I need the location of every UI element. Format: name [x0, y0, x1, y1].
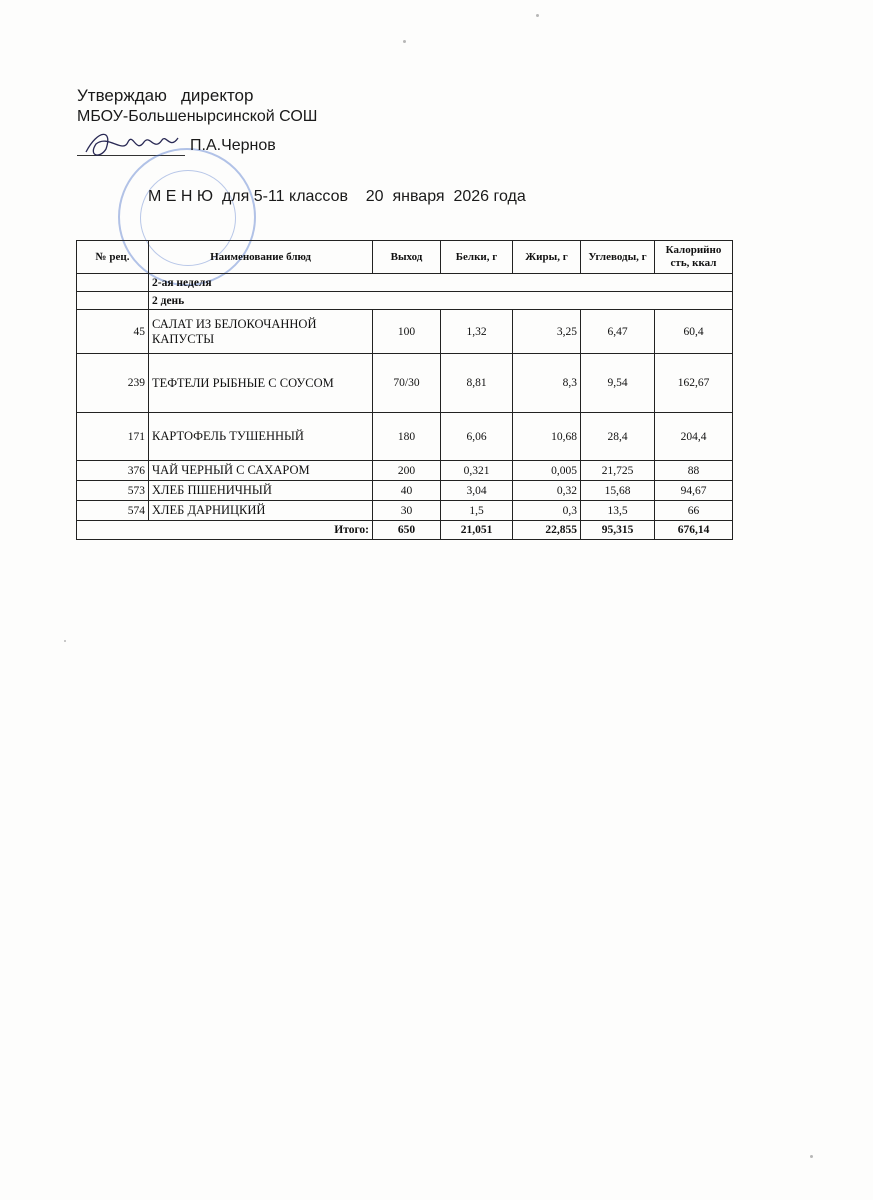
protein-cell: 1,5: [441, 501, 513, 521]
dish-name: ЧАЙ ЧЕРНЫЙ С САХАРОМ: [149, 461, 373, 481]
protein-cell: 0,321: [441, 461, 513, 481]
col-header-carbs: Углеводы, г: [581, 241, 655, 274]
dish-name: ТЕФТЕЛИ РЫБНЫЕ С СОУСОМ: [149, 354, 373, 413]
fat-cell: 0,3: [513, 501, 581, 521]
fat-cell: 0,32: [513, 481, 581, 501]
scan-speck: [536, 14, 539, 17]
protein-cell: 1,32: [441, 310, 513, 354]
carbs-cell: 15,68: [581, 481, 655, 501]
yield-cell: 180: [373, 413, 441, 461]
table-row: [77, 501, 733, 521]
yield-cell: 70/30: [373, 354, 441, 413]
recipe-number: 573: [77, 481, 149, 501]
recipe-number: 171: [77, 413, 149, 461]
week-row: [77, 274, 733, 292]
kcal-cell: 66: [655, 501, 733, 521]
table-header-row: [77, 241, 733, 274]
col-header-dish: Наименование блюд: [149, 241, 373, 274]
protein-cell: 6,06: [441, 413, 513, 461]
menu-title: М Е Н Ю для 5-11 классов 20 января 2026 года: [148, 188, 526, 205]
dish-name: САЛАТ ИЗ БЕЛОКОЧАННОЙ КАПУСТЫ: [149, 310, 373, 354]
col-header-protein: Белки, г: [441, 241, 513, 274]
yield-cell: 200: [373, 461, 441, 481]
kcal-cell: 94,67: [655, 481, 733, 501]
table-row: [77, 354, 733, 413]
carbs-cell: 13,5: [581, 501, 655, 521]
fat-cell: 8,3: [513, 354, 581, 413]
table-row: [77, 461, 733, 481]
total-kcal: 676,14: [655, 521, 733, 540]
dish-name: ХЛЕБ ДАРНИЦКИЙ: [149, 501, 373, 521]
approval-heading: Утверждаю директор: [77, 86, 254, 105]
total-fat: 22,855: [513, 521, 581, 540]
recipe-number: 239: [77, 354, 149, 413]
col-header-yield: Выход: [373, 241, 441, 274]
col-header-kcal: Калорийно сть, ккал: [655, 241, 733, 274]
fat-cell: 0,005: [513, 461, 581, 481]
yield-cell: 30: [373, 501, 441, 521]
recipe-number: 376: [77, 461, 149, 481]
recipe-number: 574: [77, 501, 149, 521]
day-row: [77, 292, 733, 310]
scan-speck: [810, 1155, 813, 1158]
total-yield: 650: [373, 521, 441, 540]
table-row: [77, 481, 733, 501]
dish-name: ХЛЕБ ПШЕНИЧНЫЙ: [149, 481, 373, 501]
kcal-cell: 162,67: [655, 354, 733, 413]
fat-cell: 10,68: [513, 413, 581, 461]
table-row: [77, 310, 733, 354]
protein-cell: 3,04: [441, 481, 513, 501]
recipe-number: 45: [77, 310, 149, 354]
yield-cell: 40: [373, 481, 441, 501]
fat-cell: 3,25: [513, 310, 581, 354]
protein-cell: 8,81: [441, 354, 513, 413]
total-protein: 21,051: [441, 521, 513, 540]
director-name: П.А.Чернов: [190, 137, 276, 154]
signature-scribble: [78, 124, 198, 164]
scan-speck: [403, 40, 406, 43]
total-label: Итого:: [77, 521, 373, 540]
school-name: МБОУ-Большенырсинской СОШ: [77, 108, 318, 125]
table-row: [77, 413, 733, 461]
dish-name: КАРТОФЕЛЬ ТУШЕННЫЙ: [149, 413, 373, 461]
scan-speck: [64, 640, 66, 642]
carbs-cell: 9,54: [581, 354, 655, 413]
carbs-cell: 21,725: [581, 461, 655, 481]
kcal-cell: 204,4: [655, 413, 733, 461]
carbs-cell: 6,47: [581, 310, 655, 354]
total-row: [77, 521, 733, 540]
kcal-cell: 60,4: [655, 310, 733, 354]
menu-table: [76, 240, 733, 540]
day-label: 2 день: [149, 292, 733, 310]
carbs-cell: 28,4: [581, 413, 655, 461]
yield-cell: 100: [373, 310, 441, 354]
col-header-fat: Жиры, г: [513, 241, 581, 274]
kcal-cell: 88: [655, 461, 733, 481]
week-label: 2-ая неделя: [149, 274, 733, 292]
col-header-recipe: № рец.: [77, 241, 149, 274]
total-carbs: 95,315: [581, 521, 655, 540]
